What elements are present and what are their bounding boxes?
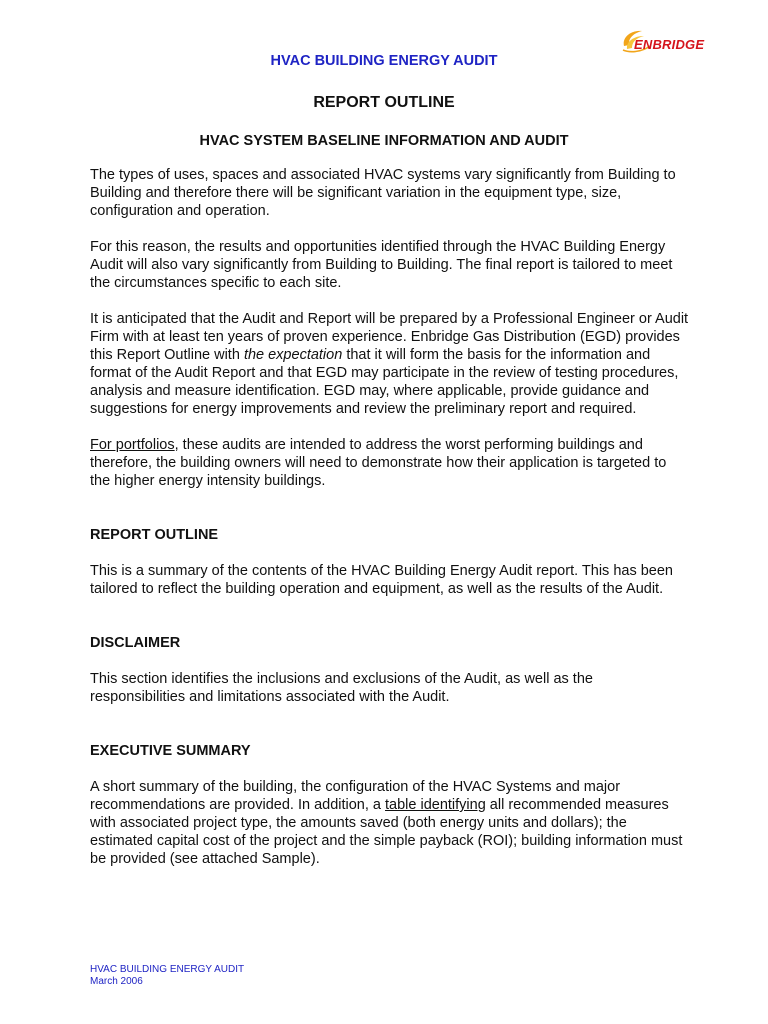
paragraph-executive-summary — [90, 778, 690, 868]
report-outline-title: REPORT OUTLINE — [313, 94, 455, 111]
page-footer — [90, 964, 244, 988]
enbridge-logo — [620, 26, 730, 56]
heading-executive-summary: EXECUTIVE SUMMARY — [90, 743, 251, 759]
paragraph-text: all recommended measures with associated project type, the amounts saved (both energy units and dollars); the estimated capital cost of the project and the simple payback (ROI); building information must be provided (see attached Sample). — [90, 797, 683, 867]
logo-wordmark: ENBRIDGE — [634, 37, 705, 52]
heading-disclaimer: DISCLAIMER — [90, 635, 181, 651]
paragraph-text: A short summary of the building, the configuration of the HVAC Systems and major recommendations are provided. In addition, a — [90, 779, 621, 813]
paragraph-results-vary: For this reason, the results and opportunities identified through the HVAC Building Energy Audit will also vary significantly from Building to Building. The final report is tailored to meet the circumstances specific to each site. — [90, 239, 673, 291]
paragraph-portfolios — [90, 436, 690, 490]
document-title: HVAC BUILDING ENERGY AUDIT — [270, 53, 498, 69]
paragraph-text: that it will form the basis for the information and format of the Audit Report and that EGD may participate in the review of testing procedures, analysis and measure identification. EGD may, where applicable, provide guidance and suggestions for energy improvements and review the preliminary report and required. — [90, 347, 679, 417]
paragraph-system-variation: The types of uses, spaces and associated HVAC systems vary significantly from Building to Building and therefore there will be significant variation in the equipment type, size, configuration and operation. — [90, 167, 676, 219]
paragraph-report-outline: This is a summary of the contents of the HVAC Building Energy Audit report. This has been tailored to reflect the building operation and equipment, as well as the results of the Audit. — [90, 563, 673, 597]
heading-report-outline: REPORT OUTLINE — [90, 527, 219, 543]
paragraph-text: It is anticipated that the Audit and Report will be prepared by a Professional Engineer or Audit Firm with at least ten years of proven experience. Enbridge Gas Distribution (EGD) provides this Report Outline with — [90, 311, 689, 363]
document-body — [90, 166, 690, 886]
footer-title: HVAC BUILDING ENERGY AUDIT — [90, 964, 245, 975]
emphasis-text: the expectation — [243, 347, 343, 363]
section-subtitle: HVAC SYSTEM BASELINE INFORMATION AND AUDIT — [199, 133, 569, 149]
footer-date: March 2006 — [90, 976, 143, 987]
paragraph-disclaimer: This section identifies the inclusions and exclusions of the Audit, as well as the responsibilities and limitations associated with the Audit. — [90, 671, 593, 705]
underlined-text: For portfolios — [90, 437, 175, 453]
paragraph-text: , these audits are intended to address the worst performing buildings and therefore, the building owners will need to demonstrate how their application is targeted to the higher energy intensity buildings. — [90, 437, 667, 489]
underlined-text: table identifying — [385, 797, 486, 813]
paragraph-professional-engineer — [90, 310, 690, 418]
